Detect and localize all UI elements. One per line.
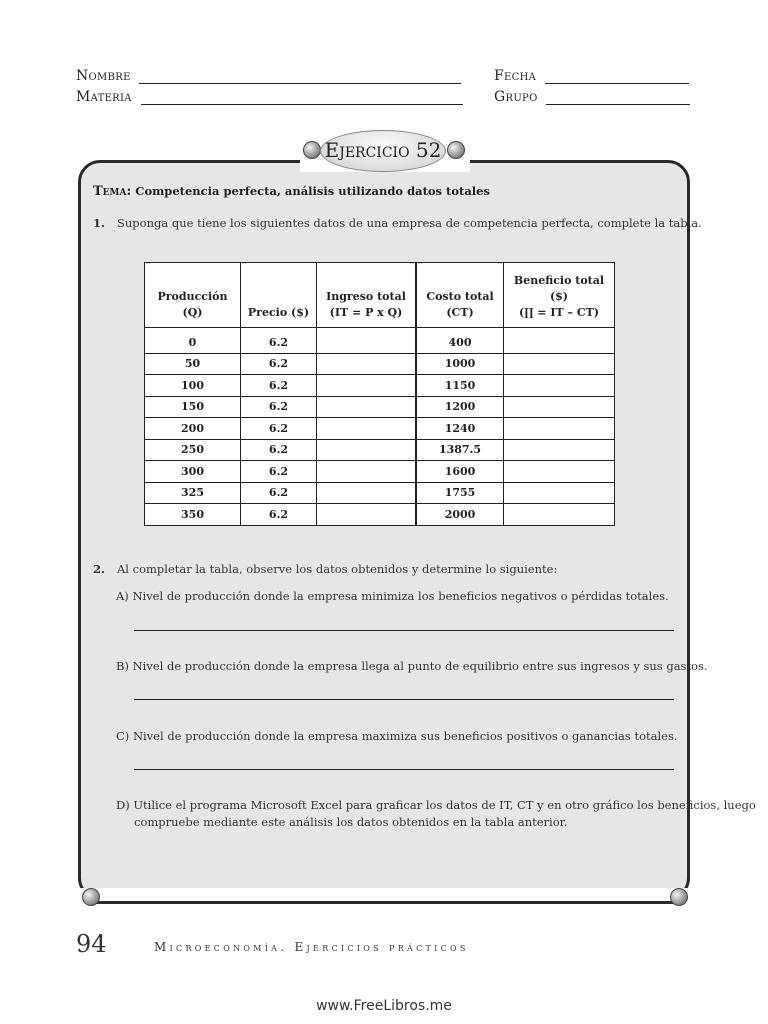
table-row [145,353,615,375]
cell-ingreso[interactable] [317,396,417,418]
grupo-label: Grupo [494,89,538,105]
cell-beneficio[interactable] [504,328,615,354]
header-precio [241,263,317,328]
question-2d-line1: D) Utilice el programa Microsoft Excel para graficar los datos de IT, CT y en otro gráfico los beneficios, luego [116,798,756,812]
fecha-line [545,71,689,84]
cell-precio: 6.2 [241,328,317,354]
header-produccion-line2: (Q) [182,306,203,319]
question-2 [93,562,557,576]
grupo-field [494,89,690,105]
cell-q: 325 [145,482,241,504]
panel-bottom-mask [70,888,698,928]
cell-beneficio[interactable] [504,482,615,504]
cell-precio: 6.2 [241,396,317,418]
fecha-label: Fecha [494,68,537,84]
header-beneficio-line2: ($) [549,290,569,303]
table-row [145,328,615,354]
cell-q: 0 [145,328,241,354]
cell-q: 100 [145,375,241,397]
book-title: Microeconomía. Ejercicios prácticos [154,940,469,954]
cell-ingreso[interactable] [317,418,417,440]
materia-line [141,92,463,105]
cell-ingreso[interactable] [317,482,417,504]
cell-precio: 6.2 [241,461,317,483]
nombre-label: Nombre [76,68,131,84]
header-produccion-line1: Producción [157,290,228,303]
title-ball-right [447,141,465,159]
cell-beneficio[interactable] [504,504,615,526]
table-row [145,375,615,397]
cell-beneficio[interactable] [504,375,615,397]
cell-precio: 6.2 [241,482,317,504]
answer-line-c[interactable] [134,769,674,770]
cell-costo: 1150 [416,375,504,397]
cell-costo: 1240 [416,418,504,440]
fecha-field [494,68,689,84]
cell-ingreso[interactable] [317,461,417,483]
cell-ingreso[interactable] [317,504,417,526]
table-row [145,439,615,461]
page-number: 94 [76,930,107,958]
header-ingreso-line2: (IT = P x Q) [329,306,403,319]
header-costo-line2: (CT) [446,306,474,319]
exercise-title: Ejercicio 52 [324,138,442,162]
tema-label: Tema: [93,184,132,199]
question-2-text: Al completar la tabla, observe los datos obtenidos y determine lo siguiente: [117,562,558,576]
table-row [145,461,615,483]
cell-q: 200 [145,418,241,440]
cell-ingreso[interactable] [317,328,417,354]
tema-text: Competencia perfecta, análisis utilizando datos totales [135,184,490,198]
materia-field [76,89,463,105]
cell-ingreso[interactable] [317,375,417,397]
cell-costo: 1755 [416,482,504,504]
cell-costo: 1387.5 [416,439,504,461]
table-row [145,418,615,440]
cell-precio: 6.2 [241,439,317,461]
cell-costo: 400 [416,328,504,354]
header-ingreso-total [317,263,417,328]
cell-precio: 6.2 [241,504,317,526]
cell-q: 250 [145,439,241,461]
question-2c: C) Nivel de producción donde la empresa maximiza sus beneficios positivos o ganancias totales. [116,729,678,743]
cell-costo: 1200 [416,396,504,418]
corner-ball-left [82,888,100,906]
answer-line-a[interactable] [134,630,674,631]
question-1-text: Suponga que tiene los siguientes datos de una empresa de competencia perfecta, complete la tabla. [117,216,702,230]
cell-costo: 1600 [416,461,504,483]
materia-label: Materia [76,89,132,105]
header-ingreso-line1: Ingreso total [326,290,406,303]
question-2d-line2: compruebe mediante este análisis los datos obtenidos en la tabla anterior. [134,815,568,829]
cell-ingreso[interactable] [317,353,417,375]
cell-costo: 1000 [416,353,504,375]
cell-beneficio[interactable] [504,439,615,461]
table-row [145,482,615,504]
table-row [145,504,615,526]
nombre-field [76,68,461,84]
header-costo-line1: Costo total [426,290,494,303]
data-table [144,262,615,526]
header-beneficio-line3: (∏ = IT – CT) [519,306,599,319]
table-row [145,396,615,418]
header-costo-total [416,263,504,328]
cell-q: 150 [145,396,241,418]
question-2-number: 2. [93,562,106,576]
cell-beneficio[interactable] [504,418,615,440]
header-beneficio-total [504,263,615,328]
corner-ball-right [670,888,688,906]
header-produccion [145,263,241,328]
question-2b: B) Nivel de producción donde la empresa llega al punto de equilibrio entre sus ingresos y sus gastos. [116,659,708,673]
cell-beneficio[interactable] [504,461,615,483]
cell-precio: 6.2 [241,375,317,397]
question-1 [93,216,702,230]
cell-q: 350 [145,504,241,526]
header-beneficio-line1: Beneficio total [513,274,605,287]
nombre-line [139,71,461,84]
cell-q: 300 [145,461,241,483]
question-2a: A) Nivel de producción donde la empresa minimiza los beneficios negativos o pérdidas totales. [116,589,669,603]
header-precio-line1: Precio ($) [247,306,310,319]
cell-precio: 6.2 [241,353,317,375]
cell-ingreso[interactable] [317,439,417,461]
grupo-line [546,92,690,105]
tema-line [93,184,490,199]
source-url: www.FreeLibros.me [316,998,452,1014]
cell-costo: 2000 [416,504,504,526]
question-1-number: 1. [93,216,106,230]
cell-beneficio[interactable] [504,353,615,375]
answer-line-b[interactable] [134,699,674,700]
table-header-row [145,263,615,328]
title-ball-left [303,141,321,159]
cell-q: 50 [145,353,241,375]
cell-beneficio[interactable] [504,396,615,418]
cell-precio: 6.2 [241,418,317,440]
panel-bottom-rule [90,901,680,904]
